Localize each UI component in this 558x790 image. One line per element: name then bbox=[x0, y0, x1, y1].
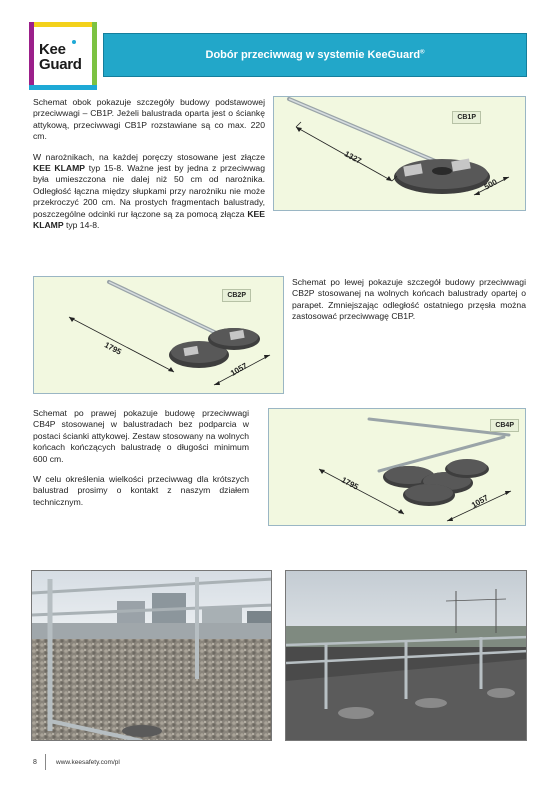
footer-divider bbox=[45, 754, 46, 770]
diagram-cb2p bbox=[33, 276, 284, 394]
logo-bar-bottom bbox=[29, 85, 97, 90]
logo-line2: Guard bbox=[39, 56, 82, 73]
membrane-roof-scene bbox=[286, 571, 527, 741]
page-title: Dobór przeciwwag w systemie KeeGuard® bbox=[205, 49, 425, 61]
intro-text-block bbox=[33, 97, 265, 240]
logo-bar-right bbox=[92, 22, 97, 90]
cb1p-tag: CB1P bbox=[452, 111, 481, 124]
page-header bbox=[103, 33, 527, 77]
logo-dot bbox=[72, 40, 76, 44]
cb2p-description: Schemat po lewej pokazuje szczegół budowy przeciwwagi CB2P stosowanej na wolnych końcach balustrady opartej o parapet. Zmniejszając odległość ostatniego przęsła można zastosować przeciwwagę CB1P. bbox=[292, 277, 526, 322]
kee-guard-logo bbox=[29, 22, 97, 90]
rooftop-gravel-photo bbox=[31, 570, 272, 741]
cb1p-drawing bbox=[274, 97, 526, 211]
kee-klamp-bold-1: KEE KLAMP bbox=[33, 163, 85, 174]
cb4p-drawing bbox=[269, 409, 526, 526]
cb4p-description: Schemat po prawej pokazuje budowę przeciwwagi CB4P stosowanej w balustradach bez podparcia w postaci ścianki attykowej. Zestaw stosowany na wolnych końcach kończących balustradę o długości minimum 600 cm. bbox=[33, 408, 249, 464]
diagram-cb1p bbox=[273, 96, 526, 211]
cb1p-dim-short: 500 bbox=[482, 177, 499, 192]
logo-line1: Kee bbox=[39, 41, 66, 58]
registered-mark: ® bbox=[420, 49, 425, 56]
corner-instructions: W narożnikach, na każdej poręczy stosowane jest złącze KEE KLAMP typ 15-8. Ważne jest by jedna z przeciwwag była umieszczona nie dalej niż 50 cm od narożnika. Odległość łączna między słupkami przy narożniku nie może przekroczyć 200 cm. Na prostych fragmentach balustrady, poszczególne odcinki rur łączone są za pomocą złącza KEE KLAMP typ 14-8. bbox=[33, 151, 265, 231]
cb4p-text-block bbox=[33, 408, 249, 517]
cb4p-tag: CB4P bbox=[490, 419, 519, 432]
kee-klamp-bold-2: KEE KLAMP bbox=[33, 208, 265, 231]
logo-bar-left bbox=[29, 22, 34, 90]
cb2p-text-block bbox=[292, 277, 526, 332]
cb2p-dim-long: 1795 bbox=[102, 340, 123, 357]
contact-note: W celu określenia wielkości przeciwwag dla krótszych balustrad prosimy o kontakt z naszym działem technicznym. bbox=[33, 474, 249, 507]
cb4p-dim-long: 1795 bbox=[339, 475, 360, 492]
gravel-roof-scene bbox=[32, 571, 272, 741]
diagram-cb4p bbox=[268, 408, 526, 526]
cb2p-dim-short: 1057 bbox=[228, 361, 249, 378]
cb1p-dim-long: 1327 bbox=[342, 149, 363, 166]
cb2p-tag: CB2P bbox=[222, 289, 251, 302]
logo-bar-top bbox=[29, 22, 97, 27]
page-number: 8 bbox=[33, 759, 37, 766]
cb1p-description: Schemat obok pokazuje szczegóły budowy podstawowej przeciwwagi – CB1P. Jeżeli balustrada oparta jest o ściankę attykową, przeciwwagi CB1P rozstawiane są co max. 220 cm. bbox=[33, 97, 265, 142]
cb4p-dim-short: 1057 bbox=[469, 493, 490, 510]
footer-url[interactable]: www.keesafety.com/pl bbox=[56, 759, 120, 766]
rooftop-membrane-photo bbox=[285, 570, 527, 741]
